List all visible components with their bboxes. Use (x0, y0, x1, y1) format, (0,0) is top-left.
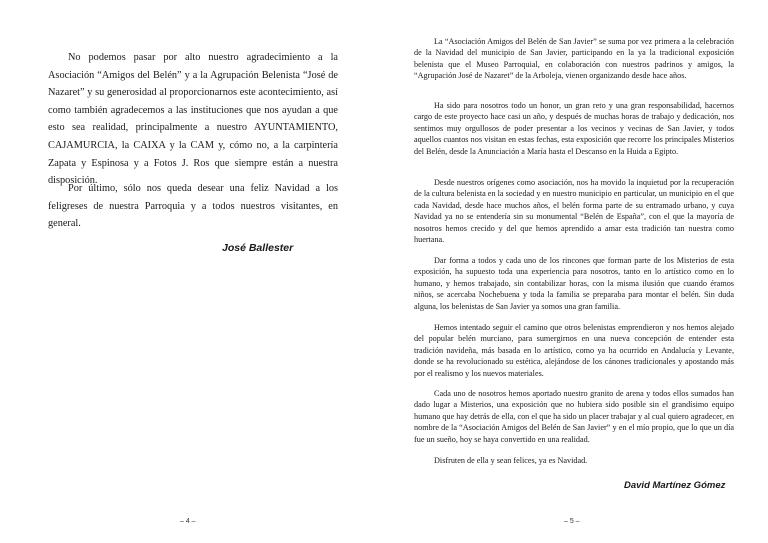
right-paragraph: Cada uno de nosotros hemos aportado nuestro granito de arena y todos ellos sumados han dado lugar a Misterios, una exposición que no hubiera sido posible sin el grandísimo equipo humano que hay detrás de ella, con el que ha sido un placer trabajar y al cual quiero agradecer, en nombre de la “Asociación Amigos del Belén de San Javier” y en el mío propio, que lo que un día fue un sueño, hoy se haya convertido en una realidad. (414, 389, 734, 444)
right-paragraph: Dar forma a todos y cada uno de los rincones que forman parte de los Misterios de esta exposición, ha supuesto toda una experiencia para nosotros, tanto en lo artístico como en lo humano, y hemos trabajado, sin contabilizar horas, con la misma ilusión que cuando éramos niños, se acercaba Nochebuena y toda la familia se preparaba para montar el belén. Sin duda alguna, los belenistas de San Javier ya somos una gran familia. (414, 256, 734, 311)
right-paragraph: Ha sido para nosotros todo un honor, un gran reto y una gran responsabilidad, hacernos cargo de este proyecto hace casi un año, y después de muchas horas de trabajo y dedicación, nos sentimos muy orgullosos de poder presentar a los vecinos y vecinas de San Javier, y todos aquellos cuantos nos visitan en estas fechas, esta exposición que recorre los principales Misterios del Belén, desde la Anunciación a María hasta el Descanso en la Huida a Egipto. (414, 101, 734, 156)
right-paragraph: Disfruten de ella y sean felices, ya es Navidad. (434, 456, 588, 465)
left-page-number: – 4 – (180, 518, 196, 525)
right-paragraph: Desde nuestros orígenes como asociación, nos ha movido la inquietud por la recuperación de la cultura belenista en la sociedad y en nuestro municipio en particular, un municipio en el que cada Navidad, desde hace muchos años, el belén forma parte de su entramado urbano, y cuya Navidad ya no se entendería sin su monumental “Belén de España”, con el que la mayoría de nosotros hemos crecido y del que hemos aprendido a amar esta tradición tan nuestra como huertana. (414, 178, 734, 245)
right-page-number: – 5 – (564, 518, 580, 525)
left-signature: José Ballester (222, 242, 294, 254)
left-paragraph: Por último, sólo nos queda desear una feliz Navidad a los feligreses de nuestra Parroquia y a todos nuestros visitantes, en general. (48, 183, 338, 230)
right-paragraph: Hemos intentado seguir el camino que otros belenistas emprendieron y nos hemos alejado del popular belén murciano, para sumergirnos en una nueva concepción de entender esta tradición navideña, más basada en lo artístico, como ya ha ocurrido en Andalucía y Levante, donde se ha revolucionado su estética, alejándose de los cánones tradicionales y apostando más por el realismo y los nuevos materiales. (414, 323, 734, 378)
right-page (384, 0, 768, 543)
right-signature: David Martínez Gómez (624, 480, 726, 491)
right-paragraph: La “Asociación Amigos del Belén de San Javier” se suma por vez primera a la celebración de la Navidad del municipio de San Javier, participando en la ya la tradicional exposición belenista que el Museo Parroquial, en colaboración con nuestros padrinos y amigos, la “Agrupación José de Nazaret” de la Arboleja, vienen organizando desde hace años. (414, 37, 734, 81)
left-paragraph: No podemos pasar por alto nuestro agradecimiento a la Asociación “Amigos del Belén” y a la Agrupación Belenista “José de Nazaret” y su generosidad al proporcionarnos este acontecimiento, así como también agradecemos a las instituciones que nos ayudan a que esto sea realidad, principalmente a nuestro AYUNTAMIENTO, CAJAMURCIA, la CAIXA y la CAM y, cómo no, a la carpintería Zapata y Espinosa y a Fotos J. Ros que siempre están a nuestra disposición. (48, 52, 338, 187)
